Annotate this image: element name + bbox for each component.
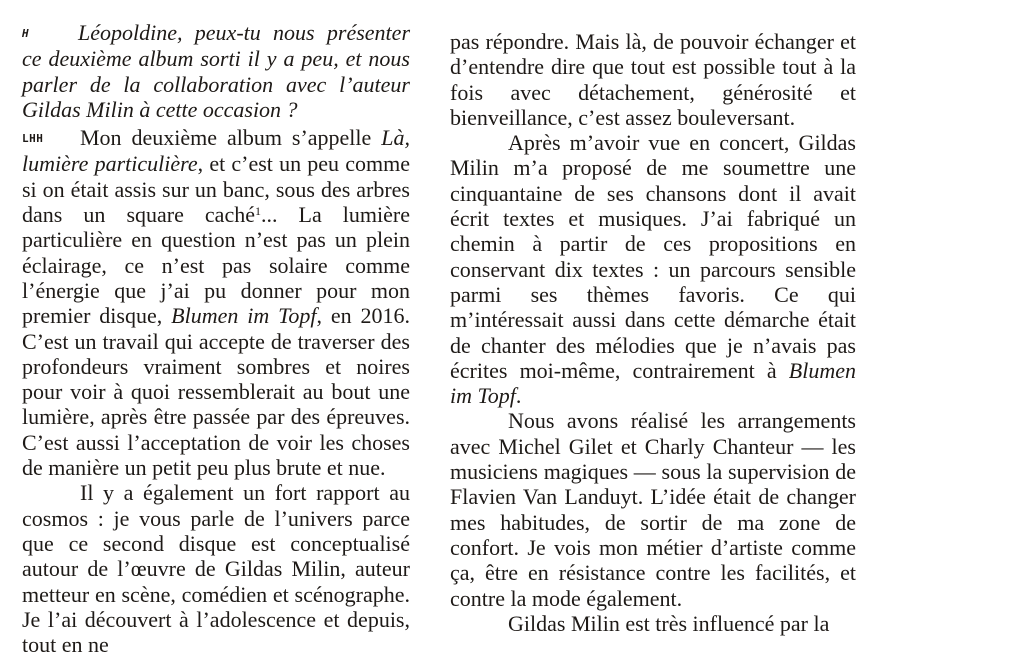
footnote-marker: 1 bbox=[254, 204, 261, 219]
interviewer-tag: H bbox=[22, 27, 30, 40]
answer-text: , et c’est un peu comme si on était assis sur un banc, sous des arbres dans un square caché bbox=[22, 151, 410, 228]
interviewer-question bbox=[22, 20, 410, 122]
answer-text: . bbox=[515, 383, 522, 409]
answer-text: Nous avons réalisé les arrangements avec Michel Gilet et Charly Chanteur — les musiciens magiques — sous la supervision de Flavien Van Landuyt. L’idée était de changer mes habitudes, de sortir de ma zone de confort. Je vois mon métier d’artiste comme ça, être en résistance contre les facilités, et contre la mode également. bbox=[450, 408, 856, 611]
answer-text: , en 2016. C’est un travail qui accepte de traverser des profondeurs vraiment sombres et noires pour voir à quoi ressemblerait au bout une lumière, après être passée par des épreuves. C’est aussi l’acceptation de voir les choses de manière un petit peu plus brute et nue. bbox=[22, 303, 410, 481]
question-text: Léopoldine, peux-tu nous présenter ce deuxième album sorti il y a peu, et nous parler de la collaboration avec l’auteur Gildas Milin à cette occasion ? bbox=[22, 20, 410, 122]
right-column bbox=[450, 29, 856, 636]
album-title: Blumen im Topf bbox=[171, 303, 317, 329]
answer-paragraph-3 bbox=[450, 130, 856, 408]
answer-text: Mon deuxième album s’appelle bbox=[80, 125, 382, 151]
artist-tag: LHH bbox=[22, 132, 44, 146]
answer-paragraph-1 bbox=[22, 125, 410, 480]
answer-text: Après m’avoir vue en concert, Gildas Milin m’a proposé de me soumettre une cinquantaine de ses chansons dont il avait écrit textes et musiques. J’ai fabriqué un chemin à partir de ces propositions en conservant dix textes : un parcours sensible parmi ses thèmes favoris. Ce qui m’intéressait aussi dans cette démarche était de chanter des mélodies que je n’avais pas écrites moi-même, contrairement à bbox=[450, 130, 856, 383]
answer-text: ... La lumière particulière en question n’est pas un plein éclairage, ce n’est pas solaire comme l’énergie que j’ai pu donner pour mon premier disque, bbox=[22, 202, 410, 329]
album-title: Là, lumière particulière bbox=[22, 125, 410, 177]
answer-paragraph-5 bbox=[450, 611, 856, 636]
left-column bbox=[22, 20, 410, 657]
answer-text: pas répondre. Mais là, de pouvoir échanger et d’entendre dire que tout est possible tout à la fois avec détachement, générosité et bienveillance, c’est assez bouleversant. bbox=[450, 29, 856, 130]
answer-paragraph-4 bbox=[450, 408, 856, 610]
answer-text: Gildas Milin est très influencé par la bbox=[508, 610, 830, 636]
album-title: Blumen im Topf bbox=[450, 357, 856, 409]
answer-text: Il y a également un fort rapport au cosmos : je vous parle de l’univers parce que ce second disque est conceptualisé autour de l’œuvre de Gildas Milin, auteur metteur en scène, comédien et scénographe. Je l’ai découvert à l’adolescence et depuis, tout en ne bbox=[22, 480, 410, 657]
answer-paragraph-2-start bbox=[22, 480, 410, 657]
answer-paragraph-2-end bbox=[450, 29, 856, 130]
